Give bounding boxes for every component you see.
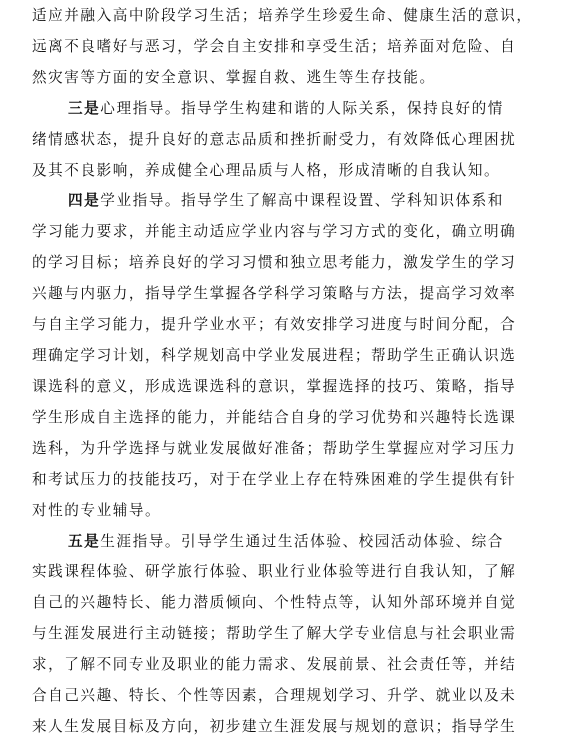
section-first-line: 学业指导。指导学生了解高中课程设置、学科知识体系和: [100, 192, 504, 210]
text-line: [68, 533, 504, 551]
text-line: 求，了解不同专业及职业的能力需求、发展前景、社会责任等，并结: [32, 656, 517, 674]
text-line: 合自己兴趣、特长、个性等因素，合理规划学习、升学、就业以及未: [32, 687, 517, 705]
text-line: 对性的专业辅导。: [32, 501, 162, 519]
text-line: 课选科的意义，形成选课选科的意识，掌握选择的技巧、策略，指导: [32, 377, 517, 395]
text-line: 与生涯发展进行主动链接；帮助学生了解大学专业信息与社会职业需: [32, 625, 517, 643]
section-lead: 三是: [68, 99, 101, 117]
text-line: 及其不良影响，养成健全心理品质与人格，形成清晰的自我认知。: [32, 161, 501, 179]
text-line: [68, 192, 504, 210]
text-line: 与自主学习能力，提升学业水平；有效安排学习进度与时间分配，合: [32, 316, 517, 334]
text-line: 的学习目标；培养良好的学习习惯和独立思考能力，激发学生的学习: [32, 254, 517, 272]
text-line: 学习能力要求，并能主动适应学业内容与学习方式的变化，确立明确: [32, 223, 517, 241]
text-line: 远离不良嗜好与恶习，学会自主安排和享受生活；培养面对危险、自: [32, 37, 517, 55]
text-line: 选科，为升学选择与就业发展做好准备；帮助学生掌握应对学习压力: [32, 439, 517, 457]
section-lead: 四是: [68, 192, 101, 210]
section-first-line: 生涯指导。引导学生通过生活体验、校园活动体验、综合: [100, 532, 504, 550]
text-line: 绪情感状态，提升良好的意志品质和挫折耐受力，有效降低心理困扰: [32, 130, 517, 148]
text-line: 兴趣与内驱力，指导学生掌握各学科学习策略与方法，提高学习效率: [32, 285, 517, 303]
text-line: 来人生发展目标及方向，初步建立生涯发展与规划的意识；指导学生: [32, 718, 517, 735]
text-line: 和考试压力的技能技巧，对于在学业上存在特殊困难的学生提供有针: [32, 470, 517, 488]
text-line: 实践课程体验、研学旅行体验、职业行业体验等进行自我认知，了解: [32, 563, 517, 581]
text-line: 学生形成自主选择的能力，并能结合自身的学习优势和兴趣特长选课: [32, 408, 517, 426]
text-line: 适应并融入高中阶段学习生活；培养学生珍爱生命、健康生活的意识，: [32, 7, 533, 24]
text-line: 自己的兴趣特长、能力潜质倾向、个性特点等，认知外部环境并自觉: [32, 594, 517, 612]
section-first-line: 心理指导。指导学生构建和谐的人际关系，保持良好的情: [100, 99, 504, 117]
text-line: 理确定学习计划，科学规划高中学业发展进程；帮助学生正确认识选: [32, 347, 517, 365]
text-line: [68, 100, 504, 118]
text-line: 然灾害等方面的安全意识、掌握自救、逃生等生存技能。: [32, 68, 436, 86]
section-lead: 五是: [68, 532, 101, 550]
